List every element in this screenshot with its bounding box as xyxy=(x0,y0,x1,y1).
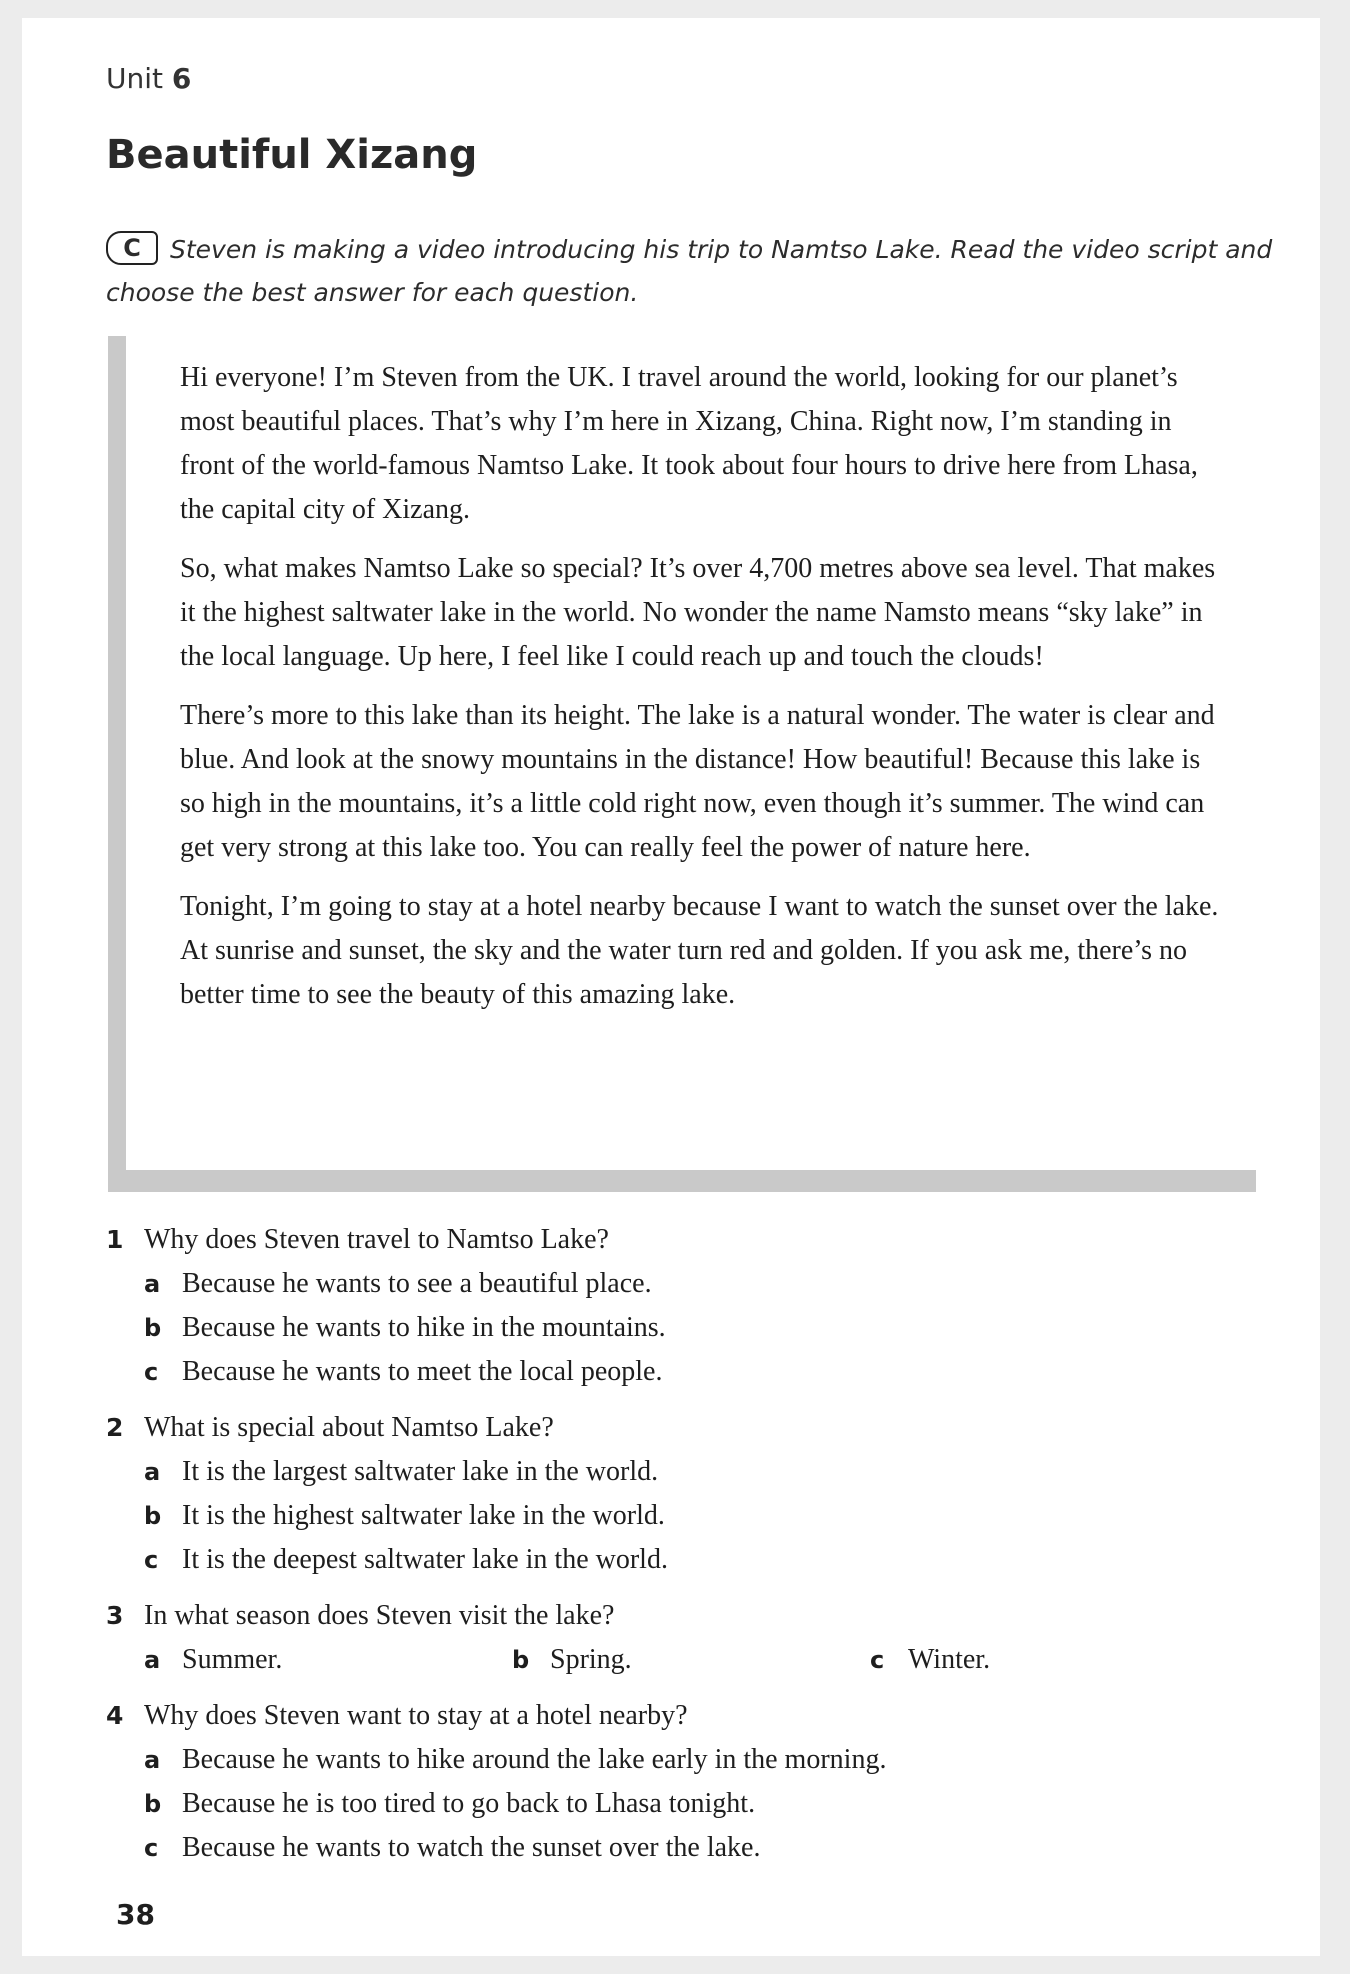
question-text: Why does Steven want to stay at a hotel nearby? xyxy=(144,1700,688,1731)
page-title: Beautiful Xizang xyxy=(106,132,478,178)
option-letter: a xyxy=(144,1746,161,1774)
unit-word: Unit xyxy=(106,62,163,95)
option-1c[interactable] xyxy=(106,1350,1266,1394)
option-text: Because he wants to hike in the mountains. xyxy=(182,1312,666,1343)
option-letter: c xyxy=(144,1834,159,1862)
option-4a[interactable] xyxy=(106,1738,1266,1782)
question-1 xyxy=(106,1218,1266,1394)
question-text: In what season does Steven visit the lake? xyxy=(144,1600,615,1631)
option-2b[interactable] xyxy=(106,1494,1266,1538)
question-number: 1 xyxy=(106,1225,124,1254)
option-text: Because he wants to hike around the lake early in the morning. xyxy=(182,1744,887,1775)
instruction-text: Steven is making a video introducing his trip to Namtso Lake. Read the video script and choose the best answer for each question. xyxy=(106,235,1273,307)
option-text: Because he wants to see a beautiful place. xyxy=(182,1268,652,1299)
question-2 xyxy=(106,1406,1266,1582)
option-1a[interactable] xyxy=(106,1262,1266,1306)
option-text: It is the highest saltwater lake in the world. xyxy=(182,1500,665,1531)
option-text: Winter. xyxy=(908,1644,991,1675)
option-text: Because he wants to meet the local people. xyxy=(182,1356,663,1387)
option-3c[interactable] xyxy=(870,1638,990,1682)
option-3b[interactable] xyxy=(512,1638,870,1682)
option-2a[interactable] xyxy=(106,1450,1266,1494)
passage-paragraph-4: Tonight, I’m going to stay at a hotel nearby because I want to watch the sunset over the lake. At sunrise and sunset, the sky and the water turn red and golden. If you ask me, there’s no better time to see the beauty of this amazing lake. xyxy=(180,891,1219,1010)
option-letter: b xyxy=(144,1790,162,1818)
option-letter: c xyxy=(144,1546,159,1574)
option-1b[interactable] xyxy=(106,1306,1266,1350)
option-letter: a xyxy=(144,1270,161,1298)
option-2c[interactable] xyxy=(106,1538,1266,1582)
video-script-passage xyxy=(108,336,1256,1192)
option-text: Summer. xyxy=(182,1644,283,1675)
option-3a[interactable] xyxy=(144,1638,512,1682)
question-number: 2 xyxy=(106,1413,124,1442)
option-letter: b xyxy=(144,1502,162,1530)
option-text: It is the largest saltwater lake in the world. xyxy=(182,1456,659,1487)
unit-label xyxy=(106,62,191,95)
question-list xyxy=(106,1218,1266,1882)
question-3 xyxy=(106,1594,1266,1682)
worksheet-page xyxy=(22,18,1320,1956)
option-letter: b xyxy=(512,1646,530,1674)
question-text: What is special about Namtso Lake? xyxy=(144,1412,554,1443)
option-letter: b xyxy=(144,1314,162,1342)
option-text: Because he wants to watch the sunset over the lake. xyxy=(182,1832,761,1863)
option-text: It is the deepest saltwater lake in the world. xyxy=(182,1544,668,1575)
option-letter: c xyxy=(870,1646,885,1674)
question-number: 3 xyxy=(106,1601,124,1630)
passage-paragraph-2: So, what makes Namtso Lake so special? It’s over 4,700 metres above sea level. That makes it the highest saltwater lake in the world. No wonder the name Namsto means “sky lake” in the local language. Up here, I feel like I could reach up and touch the clouds! xyxy=(180,553,1216,672)
instruction xyxy=(106,228,1286,314)
option-letter: a xyxy=(144,1458,161,1486)
unit-number: 6 xyxy=(171,62,192,95)
passage-paragraph-1: Hi everyone! I’m Steven from the UK. I travel around the world, looking for our planet’s most beautiful places. That’s why I’m here in Xizang, China. Right now, I’m standing in front of the world-famous Namtso Lake. It took about four hours to drive here from Lhasa, the capital city of Xizang. xyxy=(180,362,1198,525)
option-text: Spring. xyxy=(550,1644,632,1675)
option-4c[interactable] xyxy=(106,1826,1266,1870)
passage-paragraph-3: There’s more to this lake than its height. The lake is a natural wonder. The water is clear and blue. And look at the snowy mountains in the distance! How beautiful! Because this lake is so high in the mountains, it’s a little cold right now, even though it’s summer. The wind can get very strong at this lake too. You can really feel the power of nature here. xyxy=(180,700,1215,863)
option-letter: a xyxy=(144,1646,161,1674)
section-badge: C xyxy=(106,231,158,265)
page-number: 38 xyxy=(116,1898,155,1931)
question-number: 4 xyxy=(106,1701,124,1730)
question-text: Why does Steven travel to Namtso Lake? xyxy=(144,1224,609,1255)
question-4 xyxy=(106,1694,1266,1870)
option-4b[interactable] xyxy=(106,1782,1266,1826)
option-letter: c xyxy=(144,1358,159,1386)
option-text: Because he is too tired to go back to Lhasa tonight. xyxy=(182,1788,756,1819)
